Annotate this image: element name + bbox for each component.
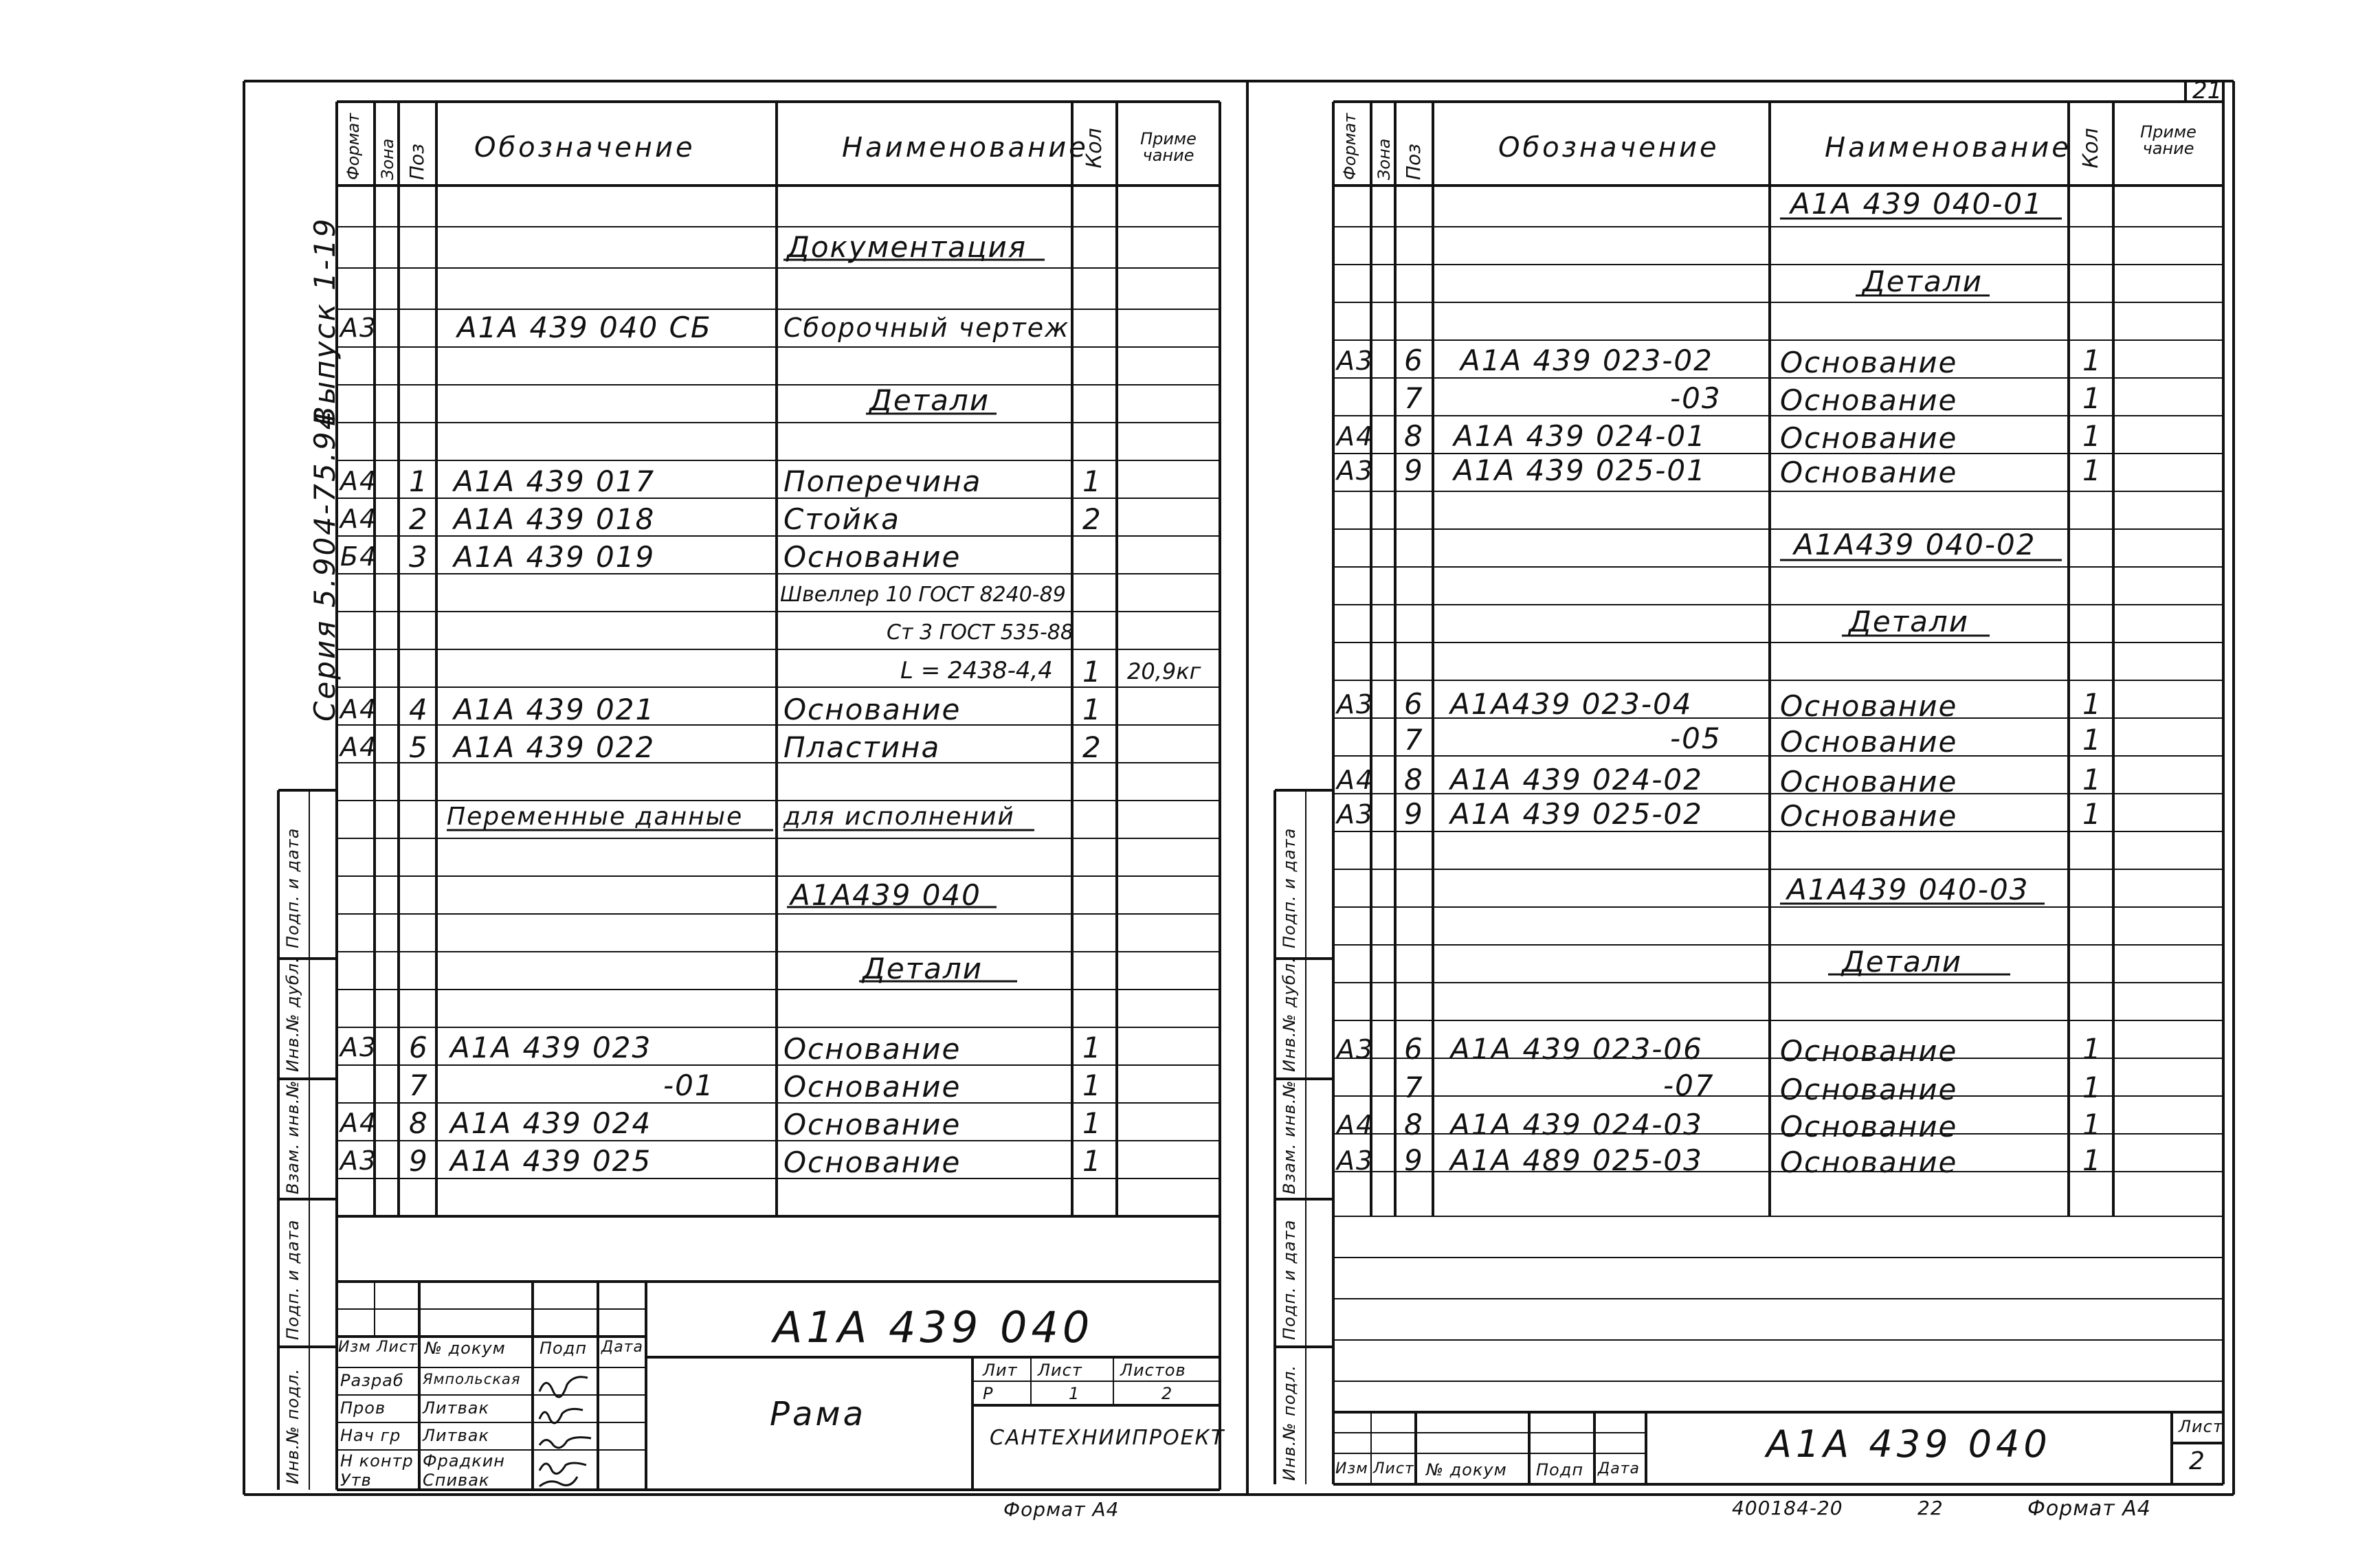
right-row-8-name: Основание: [1780, 689, 1958, 723]
sign-label-r1: Подп. и дата: [1280, 827, 1299, 948]
right-row-15-des: -07: [1663, 1069, 1715, 1102]
sign-label-2: Инв.№ дубл.: [283, 957, 302, 1072]
stamp-r-col-date: Дата: [1598, 1460, 1640, 1477]
right-row-14-qty: 1: [2082, 1032, 2102, 1066]
right-row-17-fmt: А3: [1337, 1146, 1375, 1176]
right-row-4-des: А1А 439 024-01: [1454, 419, 1706, 453]
right-row-2-pos: 6: [1404, 344, 1424, 377]
stamp-left-format: Формат А4: [1003, 1498, 1120, 1521]
right-row-8-qty: 1: [2082, 687, 2102, 721]
right-row-5-name: Основание: [1780, 456, 1958, 489]
signatures: [536, 1371, 598, 1488]
left-row-1-name: Сборочный чертеж: [783, 313, 1070, 343]
left-row-7-name: Ст 3 ГОСТ 535-88: [887, 621, 1074, 645]
left-row-10-des: А1А 439 022: [454, 730, 656, 764]
stamp-col-date: Дата: [601, 1339, 643, 1356]
left-row-14-fmt: А3: [340, 1032, 378, 1062]
stamp-r-sheet-label: Лист: [2179, 1417, 2223, 1436]
right-row-2-fmt: А3: [1337, 346, 1375, 376]
left-row-13-name: Детали: [863, 952, 983, 985]
left-row-3-name: Поперечина: [783, 465, 982, 498]
stamp-col-list: Лист: [377, 1339, 418, 1356]
left-row-16-pos: 8: [409, 1106, 429, 1140]
stamp-r-col-izm: Изм: [1335, 1460, 1368, 1477]
series-label: Серия 5.904-75.94: [308, 409, 342, 722]
hdr-name-r: Наименование: [1825, 132, 2071, 164]
left-row-9-fmt: А4: [340, 694, 378, 724]
sign-label-5: Инв.№ подл.: [283, 1368, 302, 1484]
left-row-3-des: А1А 439 017: [454, 465, 656, 498]
right-row-14-fmt: А3: [1337, 1034, 1375, 1064]
left-row-3-qty: 1: [1082, 465, 1102, 498]
right-row-4-fmt: А4: [1337, 421, 1375, 451]
stamp-col-izm: Изм: [338, 1339, 371, 1356]
stamp-person-4: Спивак: [423, 1471, 490, 1490]
right-row-13-name: Детали: [1842, 945, 1962, 979]
stamp-role-1: Пров: [340, 1398, 386, 1418]
sign-label-r3: Взам. инв.№: [1280, 1080, 1299, 1194]
left-row-9-des: А1А 439 021: [454, 693, 656, 726]
left-row-12-name: А1А439 040: [790, 878, 981, 912]
left-row-16-name: Основание: [783, 1108, 961, 1141]
stamp-person-2: Литвак: [423, 1426, 489, 1445]
stamp-left-designation: А1А 439 040: [773, 1302, 1094, 1352]
stamp-role-2: Нач гр: [340, 1426, 401, 1445]
right-row-2-qty: 1: [2082, 344, 2102, 377]
right-row-17-qty: 1: [2082, 1143, 2102, 1177]
left-row-5-des: А1А 439 019: [454, 540, 656, 574]
stamp-sheet-label: Лист: [1038, 1361, 1082, 1380]
stamp-role-3: Н контр: [340, 1451, 414, 1471]
right-row-11-name: Основание: [1780, 799, 1958, 833]
stamp-lit: Р: [983, 1384, 994, 1403]
left-row-1-des: А1А 439 040 СБ: [457, 311, 712, 344]
stamp-org: САНТЕХНИИПРОЕКТ: [990, 1426, 1225, 1450]
stamp-sheets: 2: [1161, 1384, 1173, 1403]
hdr-format-r: Формат: [1340, 113, 1359, 180]
right-row-6-name: А1А439 040-02: [1794, 528, 2036, 561]
left-row-4-name: Стойка: [783, 502, 900, 536]
left-row-17-pos: 9: [409, 1144, 429, 1178]
stamp-sheets-label: Листов: [1120, 1361, 1186, 1380]
right-row-1-name: Детали: [1862, 265, 1983, 298]
sign-label-1: Подп. и дата: [283, 827, 302, 948]
hdr-zone-r: Зона: [1375, 138, 1394, 180]
right-row-0-name: А1А 439 040-01: [1790, 187, 2043, 221]
left-row-17-fmt: А3: [340, 1146, 378, 1176]
hdr-designation-r: Обозначение: [1498, 132, 1720, 164]
hdr-qty: Кол: [1082, 128, 1106, 168]
right-row-10-des: А1А 439 024-02: [1450, 763, 1703, 796]
left-row-8-note: 20,9кг: [1127, 658, 1201, 684]
left-row-14-qty: 1: [1082, 1031, 1102, 1064]
hdr-pos: Поз: [405, 143, 428, 180]
hdr-note: Приме чание: [1140, 129, 1197, 165]
stamp-col-podp: Подп: [540, 1339, 588, 1358]
left-row-3-pos: 1: [409, 465, 429, 498]
right-row-15-qty: 1: [2082, 1071, 2102, 1104]
right-row-8-pos: 6: [1404, 687, 1424, 721]
hdr-zone: Зона: [378, 138, 397, 180]
right-row-17-name: Основание: [1780, 1146, 1958, 1179]
right-row-16-qty: 1: [2082, 1108, 2102, 1141]
left-row-10-name: Пластина: [783, 730, 941, 764]
right-row-12-name: А1А439 040-03: [1787, 873, 2029, 906]
left-row-16-des: А1А 439 024: [450, 1106, 652, 1140]
right-row-9-name: Основание: [1780, 725, 1958, 759]
issue-label: Выпуск 1-19: [308, 216, 342, 426]
left-row-9-qty: 1: [1082, 693, 1102, 726]
hdr-qty-r: Кол: [2079, 128, 2103, 168]
left-row-9-name: Основание: [783, 693, 961, 726]
stamp-lit-label: Лит: [983, 1361, 1018, 1380]
footer-code: 400184-20: [1732, 1497, 1843, 1519]
stamp-person-3: Фрадкин: [423, 1451, 505, 1471]
right-row-16-des: А1А 439 024-03: [1450, 1108, 1703, 1141]
right-row-3-des: -03: [1670, 381, 1722, 415]
left-row-9-pos: 4: [409, 693, 429, 726]
right-row-9-qty: 1: [2082, 723, 2102, 757]
left-row-14-name: Основание: [783, 1032, 961, 1066]
right-row-8-des: А1А439 023-04: [1450, 687, 1693, 721]
stamp-person-0: Ямпольская: [423, 1371, 521, 1387]
right-row-7-name: Детали: [1849, 605, 1969, 638]
right-row-3-pos: 7: [1404, 381, 1424, 415]
left-row-16-qty: 1: [1082, 1106, 1102, 1140]
right-row-11-fmt: А3: [1337, 799, 1375, 829]
right-row-4-qty: 1: [2082, 419, 2102, 453]
right-row-11-pos: 9: [1404, 797, 1424, 831]
stamp-r-col-list: Лист: [1373, 1460, 1414, 1477]
left-row-3-fmt: А4: [340, 466, 378, 496]
right-row-3-name: Основание: [1780, 383, 1958, 417]
right-row-4-pos: 8: [1404, 419, 1424, 453]
right-row-11-qty: 1: [2082, 797, 2102, 831]
right-row-11-des: А1А 439 025-02: [1450, 797, 1703, 831]
left-row-15-des: -01: [663, 1069, 715, 1102]
sign-label-3: Взам. инв.№: [283, 1080, 302, 1194]
footer-num: 22: [1917, 1497, 1944, 1519]
hdr-format: Формат: [344, 113, 363, 180]
right-row-17-des: А1А 489 025-03: [1450, 1143, 1703, 1177]
left-row-6-name: Швеллер 10 ГОСТ 8240-89: [780, 583, 1066, 607]
right-row-2-des: А1А 439 023-02: [1460, 344, 1713, 377]
left-row-14-des: А1А 439 023: [450, 1031, 652, 1064]
left-row-17-qty: 1: [1082, 1144, 1102, 1178]
left-row-11-name: для исполнений: [783, 803, 1015, 831]
left-row-0-name: Документация: [787, 230, 1027, 264]
hdr-note-r: Приме чание: [2140, 122, 2197, 158]
right-row-16-pos: 8: [1404, 1108, 1424, 1141]
left-row-4-fmt: А4: [340, 504, 378, 534]
right-row-5-des: А1А 439 025-01: [1454, 454, 1706, 487]
stamp-r-col-ndoc: № докум: [1426, 1460, 1507, 1479]
left-row-15-qty: 1: [1082, 1069, 1102, 1102]
sign-label-r5: Инв.№ подл.: [1280, 1365, 1299, 1481]
left-row-10-fmt: А4: [340, 732, 378, 762]
stamp-right-designation: А1А 439 040: [1766, 1422, 2051, 1466]
right-row-5-fmt: А3: [1337, 456, 1375, 486]
stamp-r-sheet: 2: [2189, 1447, 2206, 1475]
right-row-15-name: Основание: [1780, 1073, 1958, 1106]
right-row-4-name: Основание: [1780, 421, 1958, 455]
right-row-15-pos: 7: [1404, 1071, 1424, 1104]
right-row-16-name: Основание: [1780, 1110, 1958, 1143]
sign-label-r2: Инв.№ дубл.: [1280, 957, 1299, 1072]
left-row-5-pos: 3: [409, 540, 429, 574]
right-row-10-qty: 1: [2082, 763, 2102, 796]
left-row-1-fmt: А3: [340, 313, 378, 343]
right-row-5-qty: 1: [2082, 454, 2102, 487]
left-row-14-pos: 6: [409, 1031, 429, 1064]
right-row-14-des: А1А 439 023-06: [1450, 1032, 1703, 1066]
left-row-4-des: А1А 439 018: [454, 502, 656, 536]
right-row-9-pos: 7: [1404, 723, 1424, 757]
left-row-5-name: Основание: [783, 540, 961, 574]
left-row-17-des: А1А 439 025: [450, 1144, 652, 1178]
hdr-designation: Обозначение: [474, 132, 696, 164]
stamp-r-col-podp: Подп: [1536, 1460, 1584, 1479]
left-row-10-qty: 2: [1082, 730, 1102, 764]
left-row-8-name: L = 2438-4,4: [900, 657, 1053, 684]
stamp-sheet: 1: [1069, 1384, 1080, 1403]
right-row-5-pos: 9: [1404, 454, 1424, 487]
left-row-4-qty: 2: [1082, 502, 1102, 536]
sign-label-4: Подп. и дата: [283, 1219, 302, 1340]
stamp-col-ndoc: № докум: [425, 1339, 506, 1358]
left-row-4-pos: 2: [409, 502, 429, 536]
stamp-right-format: Формат А4: [2027, 1497, 2151, 1521]
sign-label-r4: Подп. и дата: [1280, 1219, 1299, 1340]
right-row-16-fmt: А4: [1337, 1110, 1375, 1140]
right-row-8-fmt: А3: [1337, 689, 1375, 719]
left-row-11-des: Переменные данные: [447, 803, 744, 831]
stamp-role-4: Утв: [340, 1471, 372, 1490]
left-row-15-name: Основание: [783, 1070, 961, 1104]
stamp-role-0: Разраб: [340, 1371, 404, 1390]
right-row-14-name: Основание: [1780, 1034, 1958, 1068]
left-row-16-fmt: А4: [340, 1108, 378, 1138]
right-row-2-name: Основание: [1780, 346, 1958, 379]
hdr-name: Наименование: [842, 132, 1089, 164]
stamp-left-title: Рама: [770, 1395, 866, 1433]
left-row-15-pos: 7: [409, 1069, 429, 1102]
hdr-pos-r: Поз: [1402, 143, 1425, 180]
page-number: 21: [2192, 77, 2223, 104]
left-row-17-name: Основание: [783, 1146, 961, 1179]
left-row-2-name: Детали: [869, 383, 990, 417]
right-row-3-qty: 1: [2082, 381, 2102, 415]
left-row-5-fmt: Б4: [340, 541, 378, 572]
left-row-8-qty: 1: [1082, 655, 1102, 689]
right-row-10-fmt: А4: [1337, 765, 1375, 795]
right-row-14-pos: 6: [1404, 1032, 1424, 1066]
right-row-10-name: Основание: [1780, 765, 1958, 798]
left-row-10-pos: 5: [409, 730, 429, 764]
stamp-person-1: Литвак: [423, 1398, 489, 1418]
right-row-10-pos: 8: [1404, 763, 1424, 796]
right-row-17-pos: 9: [1404, 1143, 1424, 1177]
right-row-9-des: -05: [1670, 722, 1722, 755]
